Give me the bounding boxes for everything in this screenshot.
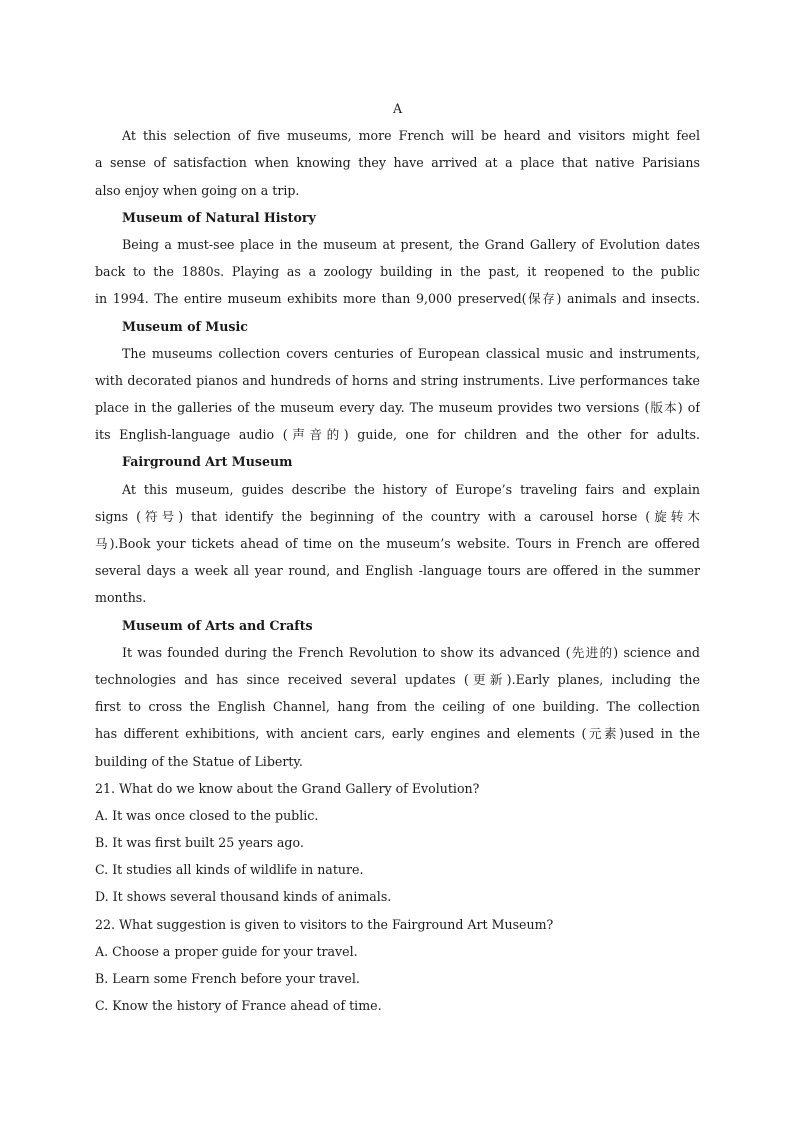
paragraph-line: technologies and has since received several updates (更新).Early planes, including the — [95, 671, 700, 687]
answer-option: C. It studies all kinds of wildlife in nature. — [95, 862, 364, 878]
paragraph-line: has different exhibitions, with ancient cars, early engines and elements (元素)used in the — [95, 726, 700, 742]
paragraph-line: place in the galleries of the museum every day. The museum provides two versions (版本) of — [95, 400, 700, 416]
intro-line: At this selection of five museums, more French will be heard and visitors might feel — [122, 128, 700, 144]
paragraph-line: 马).Book your tickets ahead of time on the museum’s website. Tours in French are offered — [95, 536, 700, 551]
question-stem: 22. What suggestion is given to visitors to the Fairground Art Museum? — [95, 916, 554, 932]
paragraph-line: signs (符号) that identify the beginning of the country with a carousel horse (旋转木 — [95, 508, 700, 524]
document-page — [95, 95, 700, 1019]
answer-option: A. It was once closed to the public. — [95, 807, 319, 823]
paragraph-line: building of the Statue of Liberty. — [95, 753, 303, 769]
answer-option: B. Learn some French before your travel. — [95, 971, 360, 986]
paragraph-line: several days a week all year round, and English -language tours are offered in the summer — [95, 563, 700, 579]
paragraph-line: At this museum, guides describe the history of Europe’s traveling fairs and explain — [122, 481, 700, 497]
passage-label: A — [392, 101, 403, 116]
paragraph-line: in 1994. The entire museum exhibits more than 9,000 preserved(保存) animals and insects. — [95, 291, 700, 307]
paragraph-line: back to the 1880s. Playing as a zoology building in the past, it reopened to the public — [95, 264, 700, 280]
section-heading: Museum of Natural History — [122, 209, 316, 225]
answer-option: C. Know the history of France ahead of time. — [95, 998, 382, 1014]
intro-line: also enjoy when going on a trip. — [95, 182, 300, 198]
answer-option: D. It shows several thousand kinds of animals. — [95, 889, 392, 905]
section-heading: Museum of Arts and Crafts — [122, 617, 313, 633]
paragraph-line: Being a must-see place in the museum at present, the Grand Gallery of Evolution dates — [122, 236, 700, 252]
paragraph-line: first to cross the English Channel, hang from the ceiling of one building. The collection — [95, 699, 700, 715]
section-heading: Fairground Art Museum — [122, 454, 293, 470]
paragraph-line: months. — [95, 590, 147, 606]
intro-line: a sense of satisfaction when knowing they have arrived at a place that native Parisians — [95, 155, 700, 171]
paragraph-line: It was founded during the French Revolution to show its advanced (先进的) science and — [122, 644, 700, 660]
question-stem: 21. What do we know about the Grand Gallery of Evolution? — [95, 780, 480, 796]
paragraph-line: The museums collection covers centuries of European classical music and instruments, — [122, 345, 700, 361]
paragraph-line: with decorated pianos and hundreds of horns and string instruments. Live performances take — [95, 372, 700, 388]
answer-option: A. Choose a proper guide for your travel. — [95, 943, 358, 959]
answer-option: B. It was first built 25 years ago. — [95, 835, 304, 851]
section-heading: Museum of Music — [122, 318, 248, 334]
paragraph-line: its English-language audio (声音的) guide, one for children and the other for adults. — [95, 427, 700, 443]
